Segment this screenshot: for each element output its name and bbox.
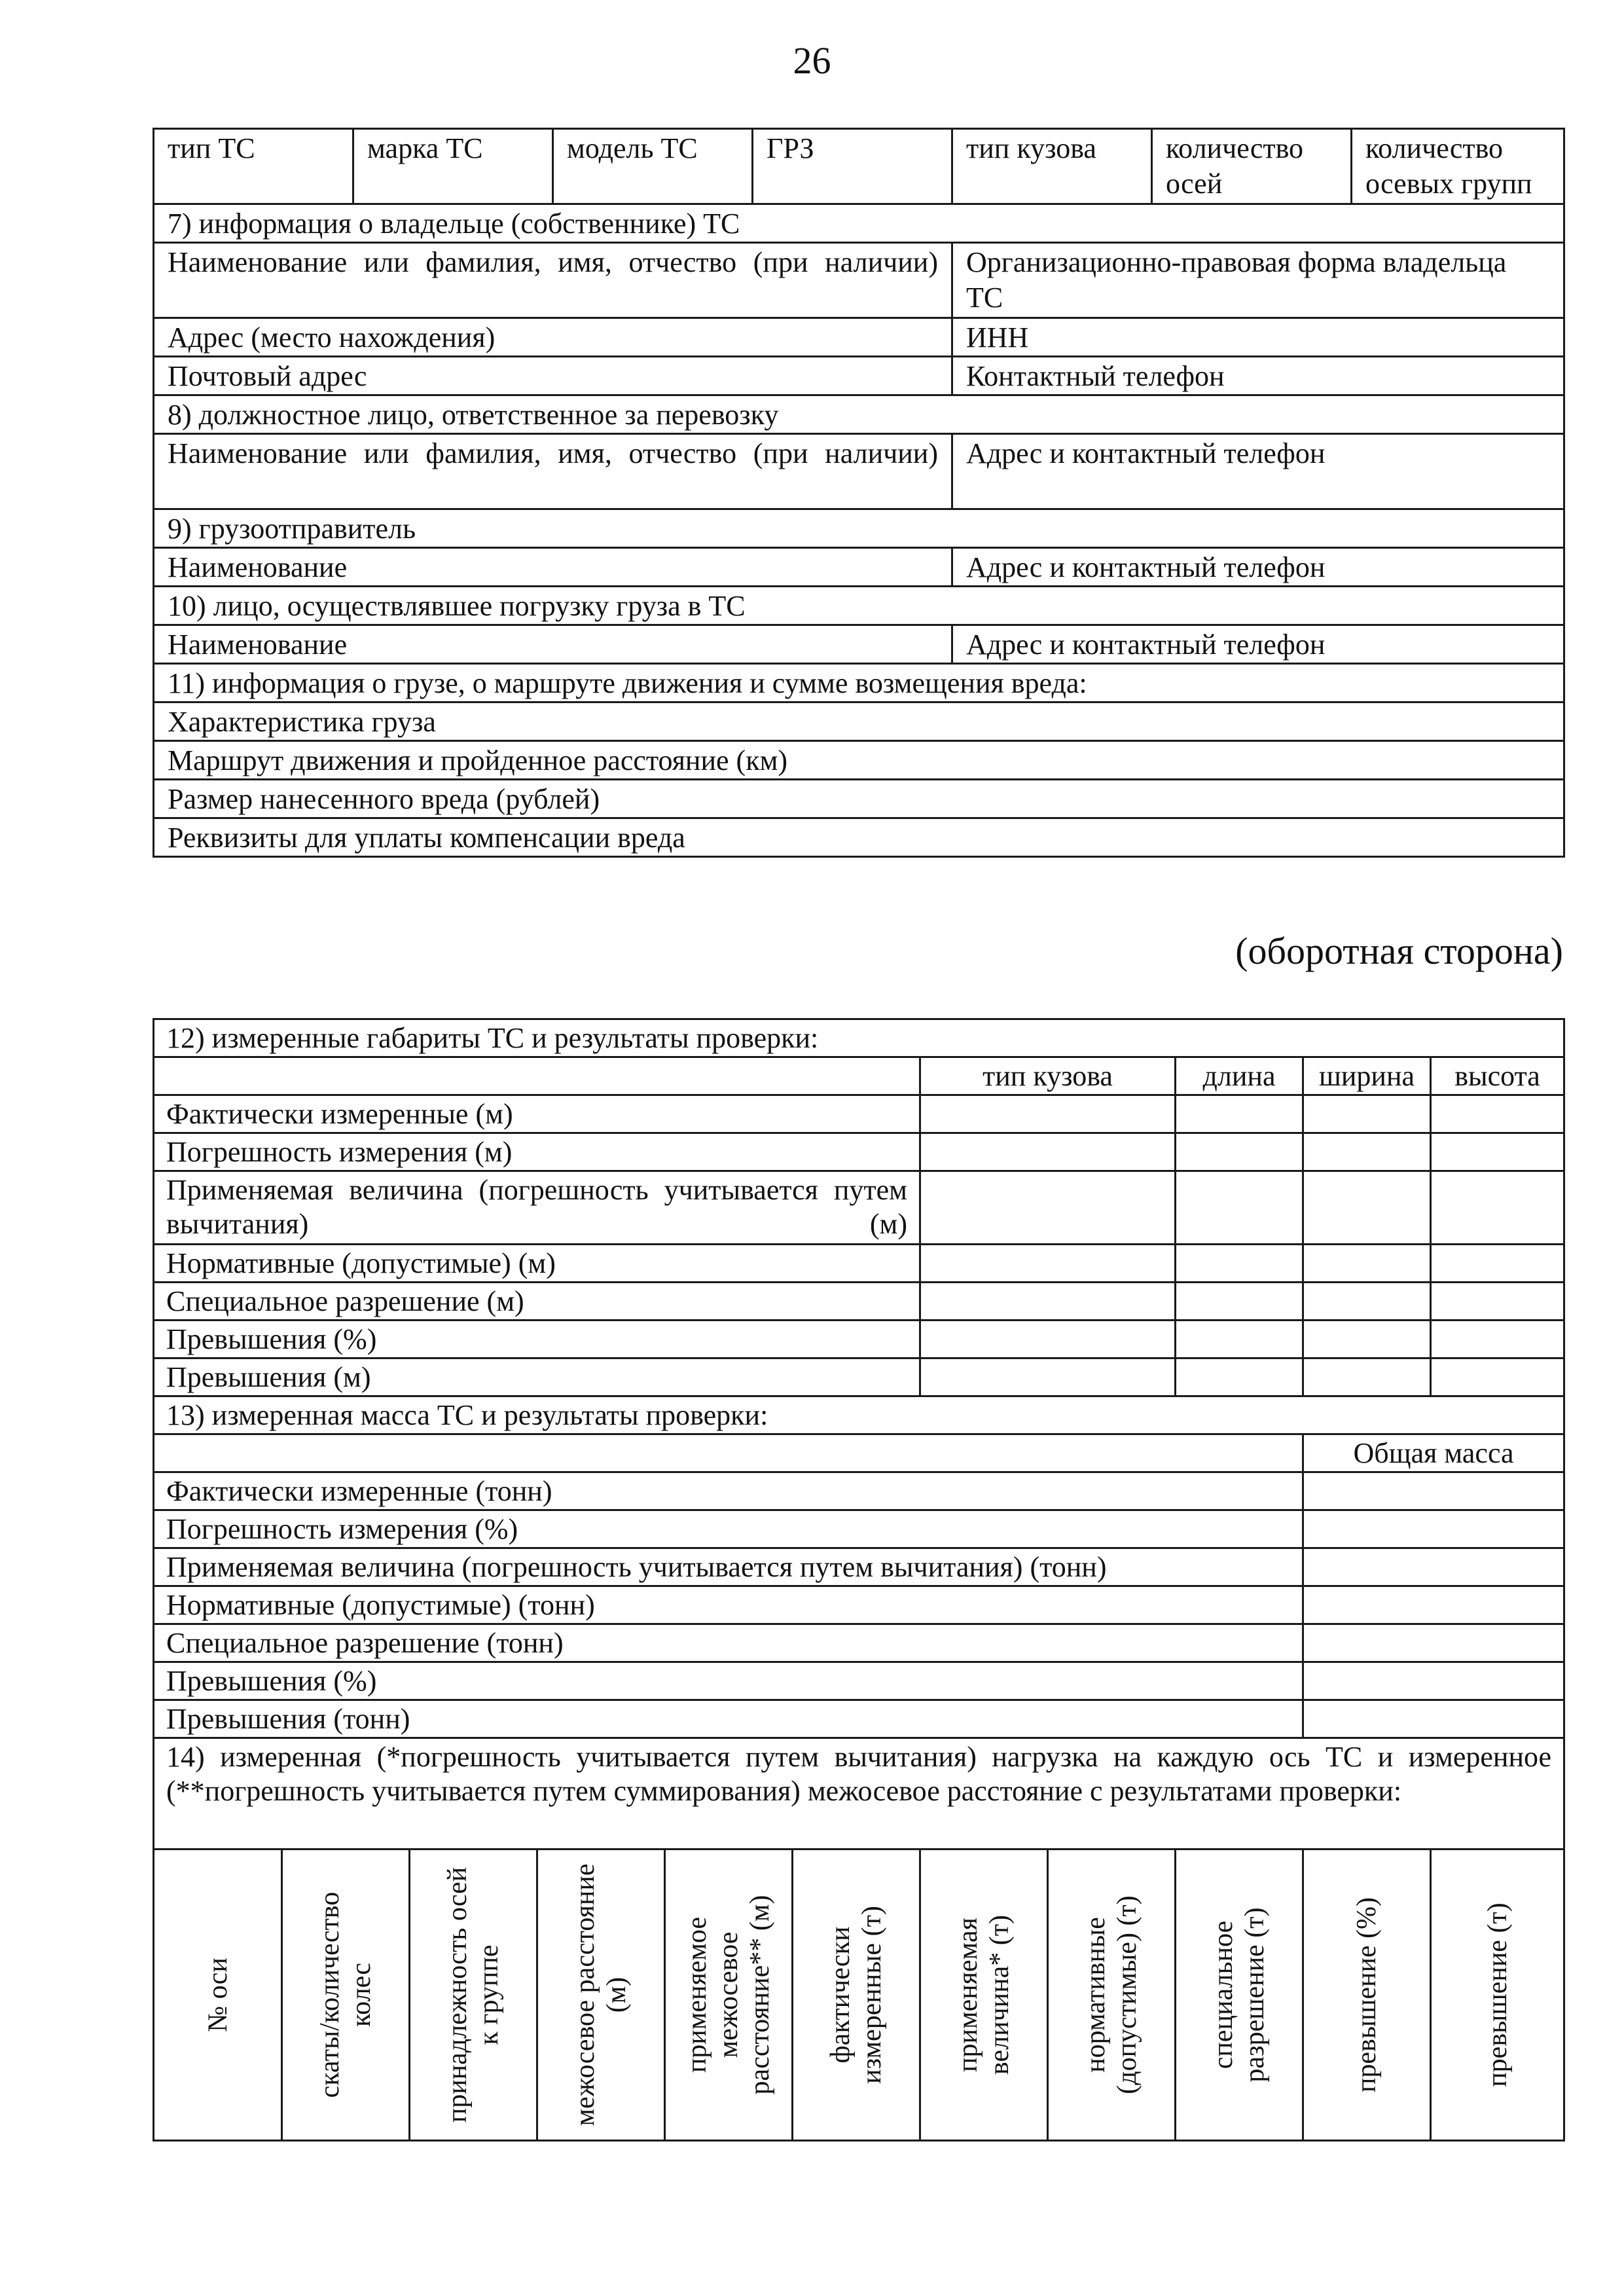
section-10-title: 10) лицо, осуществлявшее погрузку груза в ТС bbox=[154, 587, 1564, 625]
col-axle-group: принадлежность осей к группе bbox=[410, 1850, 537, 2141]
section-7-title: 7) информация о владельце (собственнике) ТС bbox=[154, 204, 1564, 243]
shipper-name-label: Наименование bbox=[154, 548, 952, 587]
route-distance-row: Маршрут движения и пройденное расстояние (км) bbox=[154, 741, 1564, 780]
dim-row-applied: Применяемая величина (погрешность учитывается путем вычитания) (м) bbox=[154, 1171, 920, 1245]
col-normative-load: нормативные (допустимые) (т) bbox=[1048, 1850, 1176, 2141]
dim-row-error: Погрешность измерения (м) bbox=[154, 1133, 920, 1171]
col-permit-load: специальное разрешение (т) bbox=[1176, 1850, 1303, 2141]
mass-row-measured: Фактически измеренные (тонн) bbox=[154, 1472, 1303, 1510]
mass-row-excess-tons: Превышения (тонн) bbox=[154, 1700, 1303, 1738]
cargo-description-row: Характеристика груза bbox=[154, 702, 1564, 741]
damage-amount-row: Размер нанесенного вреда (рублей) bbox=[154, 780, 1564, 818]
owner-inn-label: ИНН bbox=[952, 318, 1564, 357]
vehicle-info-table bbox=[153, 128, 1565, 858]
col-body-type: тип кузова bbox=[920, 1057, 1176, 1095]
payment-details-row: Реквизиты для уплаты компенсации вреда bbox=[154, 818, 1564, 857]
col-excess-tons: превышение (т) bbox=[1431, 1850, 1564, 2141]
col-axle-number: № оси bbox=[154, 1850, 282, 2141]
col-axle-group-count: количество осевых групп bbox=[1352, 129, 1564, 204]
col-width: ширина bbox=[1303, 1057, 1431, 1095]
col-axle-distance: межосевое расстояние (м) bbox=[537, 1850, 665, 2141]
owner-postal-address-label: Почтовый адрес bbox=[154, 357, 952, 395]
dim-row-excess-meters: Превышения (м) bbox=[154, 1358, 920, 1396]
loader-name-label: Наименование bbox=[154, 625, 952, 664]
section-12-title: 12) измеренные габариты ТС и результаты проверки: bbox=[154, 1019, 1564, 1057]
reverse-side-label: (оборотная сторона) bbox=[1235, 930, 1563, 972]
col-axle-count: количество осей bbox=[1152, 129, 1352, 204]
mass-row-error: Погрешность измерения (%) bbox=[154, 1510, 1303, 1548]
col-applied-load: применяемая величина* (т) bbox=[920, 1850, 1048, 2141]
section-9-title: 9) грузоотправитель bbox=[154, 509, 1564, 548]
col-plate-number: ГРЗ bbox=[753, 129, 952, 204]
section-11-title: 11) информация о грузе, о маршруте движения и сумме возмещения вреда: bbox=[154, 664, 1564, 702]
owner-legal-form-label: Организационно-правовая форма владельца ТС bbox=[952, 243, 1564, 318]
mass-row-permit: Специальное разрешение (тонн) bbox=[154, 1624, 1303, 1662]
measurement-table bbox=[153, 1018, 1565, 2141]
responsible-name-label: Наименование или фамилия, имя, отчество (при наличии) bbox=[154, 434, 952, 509]
dim-row-permit: Специальное разрешение (м) bbox=[154, 1283, 920, 1321]
col-length: длина bbox=[1176, 1057, 1303, 1095]
owner-address-label: Адрес (место нахождения) bbox=[154, 318, 952, 357]
col-vehicle-make: марка ТС bbox=[353, 129, 553, 204]
section-13-title: 13) измеренная масса ТС и результаты проверки: bbox=[154, 1396, 1564, 1434]
responsible-address-label: Адрес и контактный телефон bbox=[952, 434, 1564, 509]
mass-row-excess-percent: Превышения (%) bbox=[154, 1662, 1303, 1700]
dim-row-excess-percent: Превышения (%) bbox=[154, 1321, 920, 1358]
owner-phone-label: Контактный телефон bbox=[952, 357, 1564, 395]
mass-row-normative: Нормативные (допустимые) (тонн) bbox=[154, 1586, 1303, 1624]
page-number: 26 bbox=[793, 39, 831, 82]
shipper-address-label: Адрес и контактный телефон bbox=[952, 548, 1564, 587]
col-vehicle-model: модель ТС bbox=[553, 129, 753, 204]
col-wheels: скаты/количество колес bbox=[282, 1850, 410, 2141]
dim-row-normative: Нормативные (допустимые) (м) bbox=[154, 1245, 920, 1283]
col-total-mass: Общая масса bbox=[1303, 1434, 1564, 1472]
col-excess-percent: превышение (%) bbox=[1303, 1850, 1431, 2141]
dim-row-measured: Фактически измеренные (м) bbox=[154, 1095, 920, 1133]
mass-row-applied: Применяемая величина (погрешность учитывается путем вычитания) (тонн) bbox=[154, 1548, 1303, 1586]
loader-address-label: Адрес и контактный телефон bbox=[952, 625, 1564, 664]
col-body-type: тип кузова bbox=[952, 129, 1152, 204]
section-14-title: 14) измеренная (*погрешность учитывается путем вычитания) нагрузка на каждую ось ТС и измеренное (**погрешность учитывается путем суммирования) межосевое расстояние с результатами проверки: bbox=[154, 1738, 1564, 1850]
section-8-title: 8) должностное лицо, ответственное за перевозку bbox=[154, 395, 1564, 434]
col-applied-axle-distance: применяемое межосевое расстояние** (м) bbox=[665, 1850, 793, 2141]
col-measured-load: фактически измеренные (т) bbox=[793, 1850, 920, 2141]
owner-name-label: Наименование или фамилия, имя, отчество (при наличии) bbox=[154, 243, 952, 318]
col-height: высота bbox=[1431, 1057, 1564, 1095]
col-vehicle-type: тип ТС bbox=[154, 129, 353, 204]
